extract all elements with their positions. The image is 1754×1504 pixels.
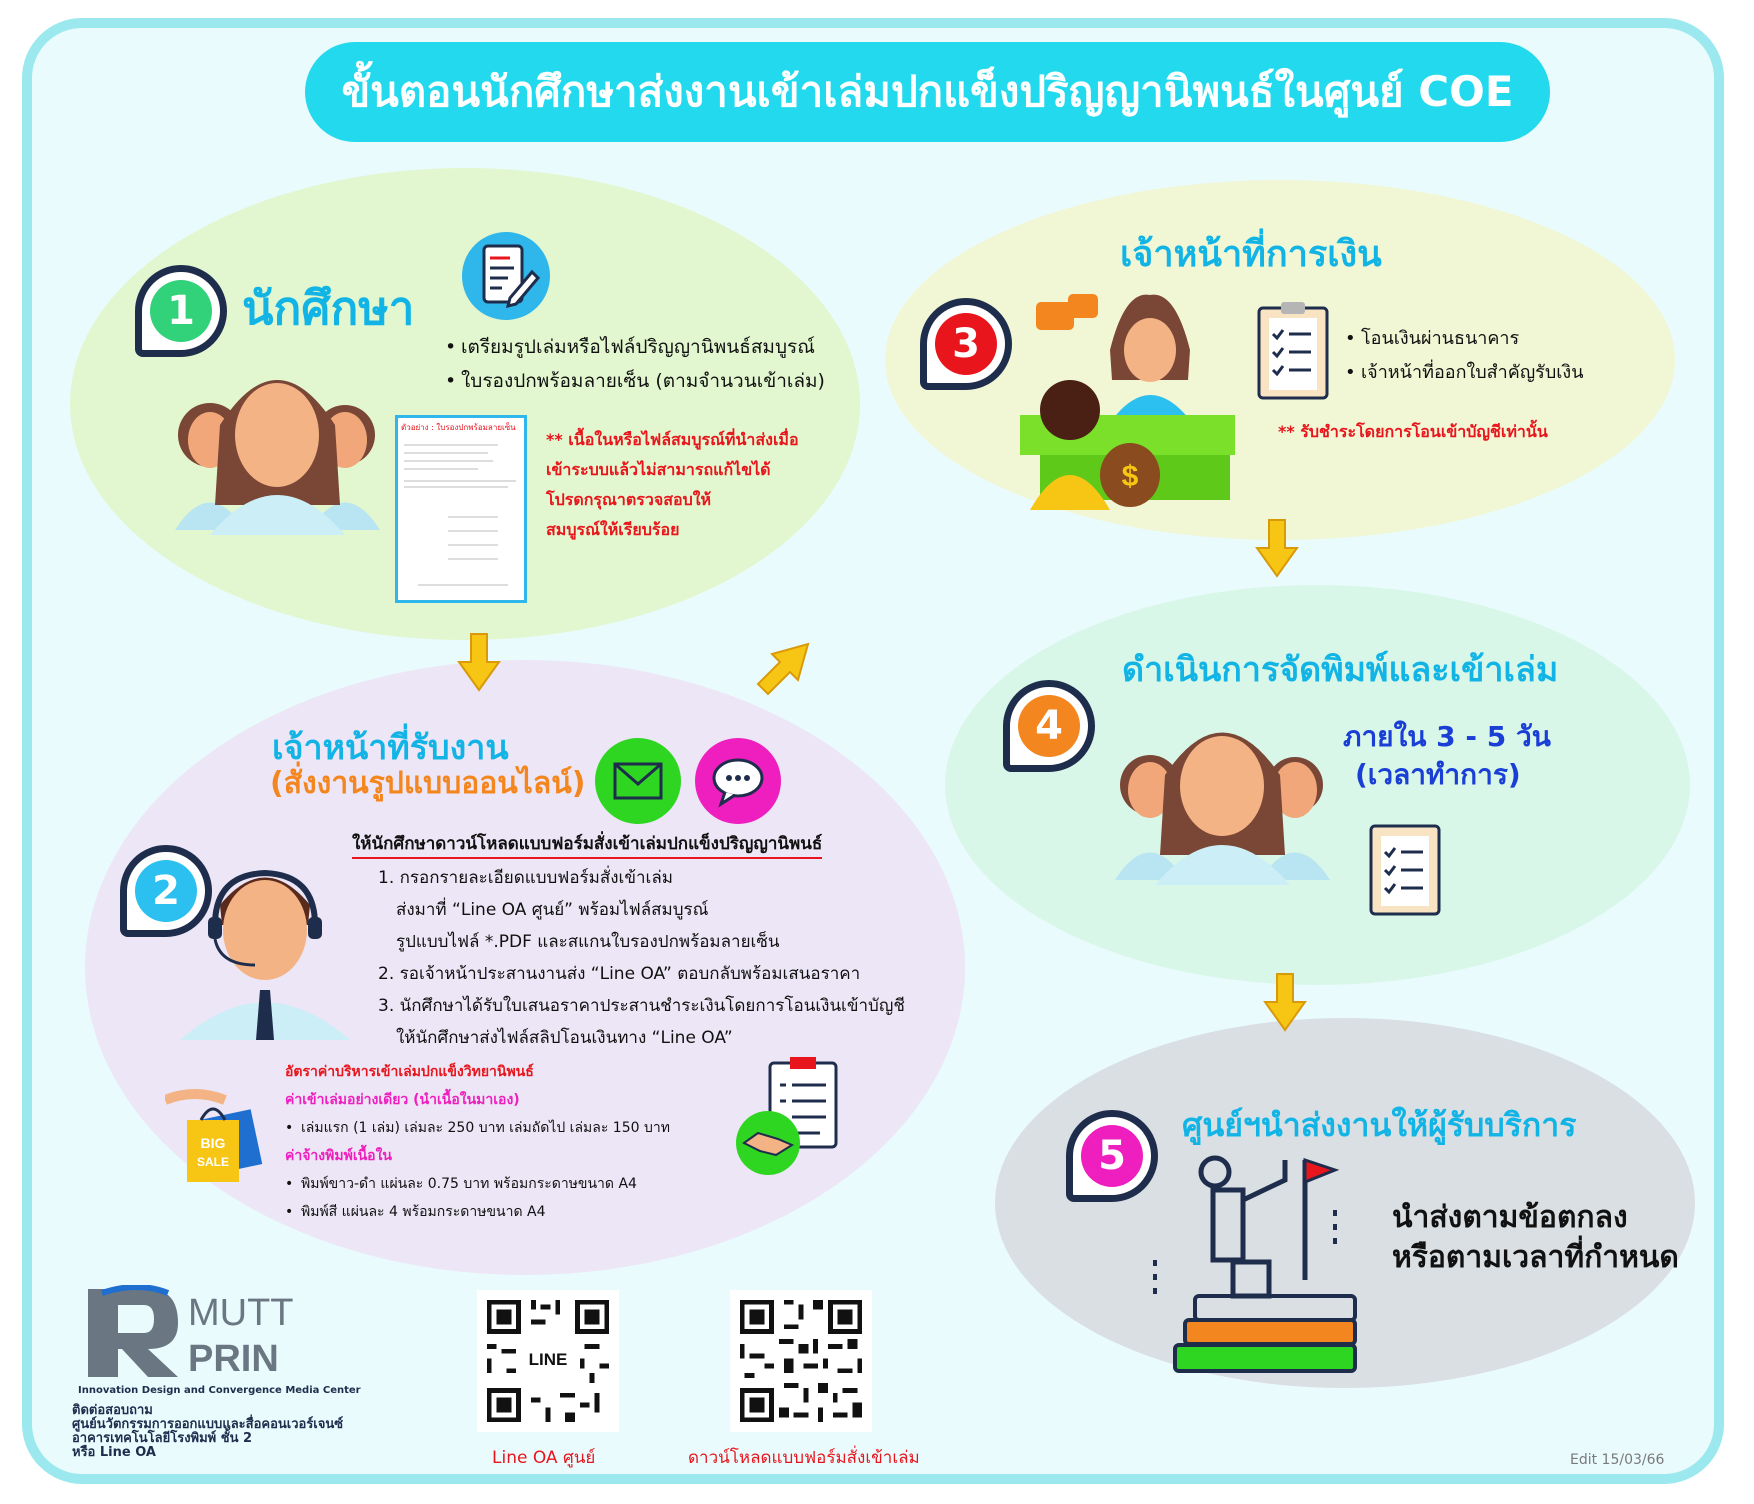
step4-duration-line2: (เวลาทำการ) — [1355, 758, 1521, 791]
staff-group-illustration — [1110, 710, 1335, 885]
mail-icon — [595, 738, 681, 824]
qr1-label: Line OA ศูนย์ — [492, 1448, 596, 1468]
goal-achievement-icon — [1135, 1150, 1375, 1380]
step1-number-badge — [135, 265, 227, 357]
step5-text-line2: หรือตามเวลาที่กำหนด — [1392, 1240, 1679, 1275]
qr2-label: ดาวน์โหลดแบบฟอร์มสั่งเข้าเล่ม — [688, 1448, 920, 1468]
step1-bullet: • ใบรองปกพร้อมลายเซ็น (ตามจำนวนเข้าเล่ม) — [445, 364, 825, 398]
step2-step-line: รูปแบบไฟล์ *.PDF และสแกนใบรองปกพร้อมลายเซ็น — [396, 932, 780, 952]
step5-number: 5 — [1081, 1125, 1143, 1187]
money-bag-symbol: $ — [1121, 460, 1139, 493]
print-title: ค่าจ้างพิมพ์เนื้อใน — [285, 1148, 392, 1164]
step1-heading: นักศึกษา — [242, 281, 415, 335]
agreement-checklist-icon — [730, 1055, 850, 1180]
cashier-illustration — [1020, 290, 1235, 510]
print-price: • พิมพ์สี แผ่นละ 4 พร้อมกระดาษขนาด A4 — [285, 1198, 670, 1226]
step4-heading: ดำเนินการจัดพิมพ์และเข้าเล่ม — [1122, 650, 1559, 690]
arrow-down-icon — [1263, 972, 1307, 1036]
step4-number-badge — [1003, 680, 1095, 772]
step3-bullet: • เจ้าหน้าที่ออกใบสำคัญรับเงิน — [1345, 356, 1584, 390]
qr-line-center: LINE — [528, 1350, 568, 1369]
muttprint-logo — [78, 1285, 338, 1385]
step3-number-badge — [920, 298, 1012, 390]
step4-duration-line1: ภายใน 3 - 5 วัน — [1343, 720, 1551, 753]
logo-subtitle: Innovation Design and Convergence Media Center — [78, 1385, 361, 1396]
step5-heading: ศูนย์ฯนำส่งงานให้ผู้รับบริการ — [1182, 1106, 1577, 1144]
step2-step-line: 3. นักศึกษาได้รับใบเสนอราคาประสานชำระเงินโดยการโอนเงินเข้าบัญชี — [378, 996, 905, 1016]
step1-bullets — [445, 330, 825, 398]
step5-text — [1392, 1198, 1679, 1278]
step1-note-line: สมบูรณ์ให้เรียบร้อย — [546, 520, 680, 539]
document-edit-icon — [462, 232, 550, 320]
step2-steps — [378, 862, 905, 1054]
contact-line: ศูนย์นวัตกรรมการออกแบบและสื่อคอนเวอร์เจนซ์ — [72, 1417, 344, 1432]
contact-line: ติดต่อสอบถาม — [72, 1403, 153, 1418]
contact-info — [72, 1404, 343, 1460]
arrow-down-icon — [1255, 518, 1299, 582]
step2-step-line: ส่งมาที่ “Line OA ศูนย์” พร้อมไฟล์สมบูรณ์ — [396, 900, 709, 920]
page-title — [305, 42, 1550, 142]
step5-text-line1: นำส่งตามข้อตกลง — [1392, 1200, 1628, 1235]
step2-step-line: 1. กรอกรายละเอียดแบบฟอร์มสั่งเข้าเล่ม — [378, 868, 673, 888]
step1-note — [546, 425, 799, 545]
step1-note-line: เข้าระบบแล้วไม่สามารถแก้ไขได้ — [546, 460, 771, 479]
step2-step-line: 2. รอเจ้าหน้าประสานงานส่ง “Line OA” ตอบกลับพร้อมเสนอราคา — [378, 964, 861, 984]
step2-subheading: (สั่งงานรูปแบบออนไลน์) — [270, 766, 586, 801]
checklist-icon — [1255, 300, 1331, 402]
logo-bottom-text: PRIN — [188, 1338, 279, 1380]
checklist-icon — [1367, 820, 1443, 918]
step3-heading: เจ้าหน้าที่การเงิน — [1120, 234, 1382, 275]
arrow-down-icon — [457, 632, 501, 696]
step2-intro: ให้นักศึกษาดาวน์โหลดแบบฟอร์มสั่งเข้าเล่มปกแข็งปริญญานิพนธ์ — [352, 830, 822, 859]
step3-bullet: • โอนเงินผ่านธนาคาร — [1345, 322, 1584, 356]
contact-line: หรือ Line OA — [72, 1445, 156, 1460]
binding-price: • เล่มแรก (1 เล่ม) เล่มละ 250 บาท เล่มถัดไป เล่มละ 150 บาท — [285, 1114, 670, 1142]
rates-title: อัตราค่าบริหารเข้าเล่มปกแข็งวิทยานิพนธ์ — [285, 1064, 534, 1080]
step1-note-line: โปรดกรุณาตรวจสอบให้ — [546, 490, 712, 509]
step2-number: 2 — [135, 860, 197, 922]
rates-section — [285, 1058, 670, 1226]
step1-bullet: • เตรียมรูปเล่มหรือไฟล์ปริญญานิพนธ์สมบูรณ์ — [445, 330, 825, 364]
chat-icon — [695, 738, 781, 824]
step3-note: ** รับชำระโดยการโอนเข้าบัญชีเท่านั้น — [1278, 422, 1548, 441]
download-form-qr-code[interactable] — [730, 1290, 872, 1432]
logo-top-text: MUTT — [188, 1292, 294, 1334]
binding-title: ค่าเข้าเล่มอย่างเดียว (นำเนื้อในมาเอง) — [285, 1092, 520, 1108]
step3-number: 3 — [935, 313, 997, 375]
line-oa-qr-code[interactable] — [477, 1290, 619, 1432]
edit-date: Edit 15/03/66 — [1570, 1452, 1665, 1468]
step2-step-line: ให้นักศึกษาส่งไฟล์สลิปโอนเงินทาง “Line OA” — [396, 1028, 733, 1048]
sample-cover-label: ตัวอย่าง : ใบรองปกพร้อมลายเซ็น — [401, 423, 516, 432]
call-center-illustration — [180, 855, 350, 1040]
step4-duration — [1343, 718, 1551, 794]
sample-cover-sheet — [395, 415, 527, 603]
bag-text-big: BIG — [200, 1135, 226, 1151]
sale-bag-icon — [165, 1080, 275, 1190]
arrow-up-right-icon — [752, 640, 812, 704]
print-price: • พิมพ์ขาว-ดำ แผ่นละ 0.75 บาท พร้อมกระดาษขนาด A4 — [285, 1170, 670, 1198]
step4-number: 4 — [1018, 695, 1080, 757]
step3-bullets — [1345, 322, 1584, 390]
step2-heading: เจ้าหน้าที่รับงาน — [272, 728, 509, 768]
contact-line: อาคารเทคโนโลยีโรงพิมพ์ ชั้น 2 — [72, 1431, 253, 1446]
step1-number: 1 — [150, 280, 212, 342]
step1-note-line: ** เนื้อในหรือไฟล์สมบูรณ์ที่นำส่งเมื่อ — [546, 430, 799, 449]
page-title-text: ขั้นตอนนักศึกษาส่งงานเข้าเล่มปกแข็งปริญญานิพนธ์ในศูนย์ COE — [341, 67, 1514, 116]
students-illustration — [165, 355, 390, 535]
bag-text-sale: SALE — [196, 1155, 230, 1169]
